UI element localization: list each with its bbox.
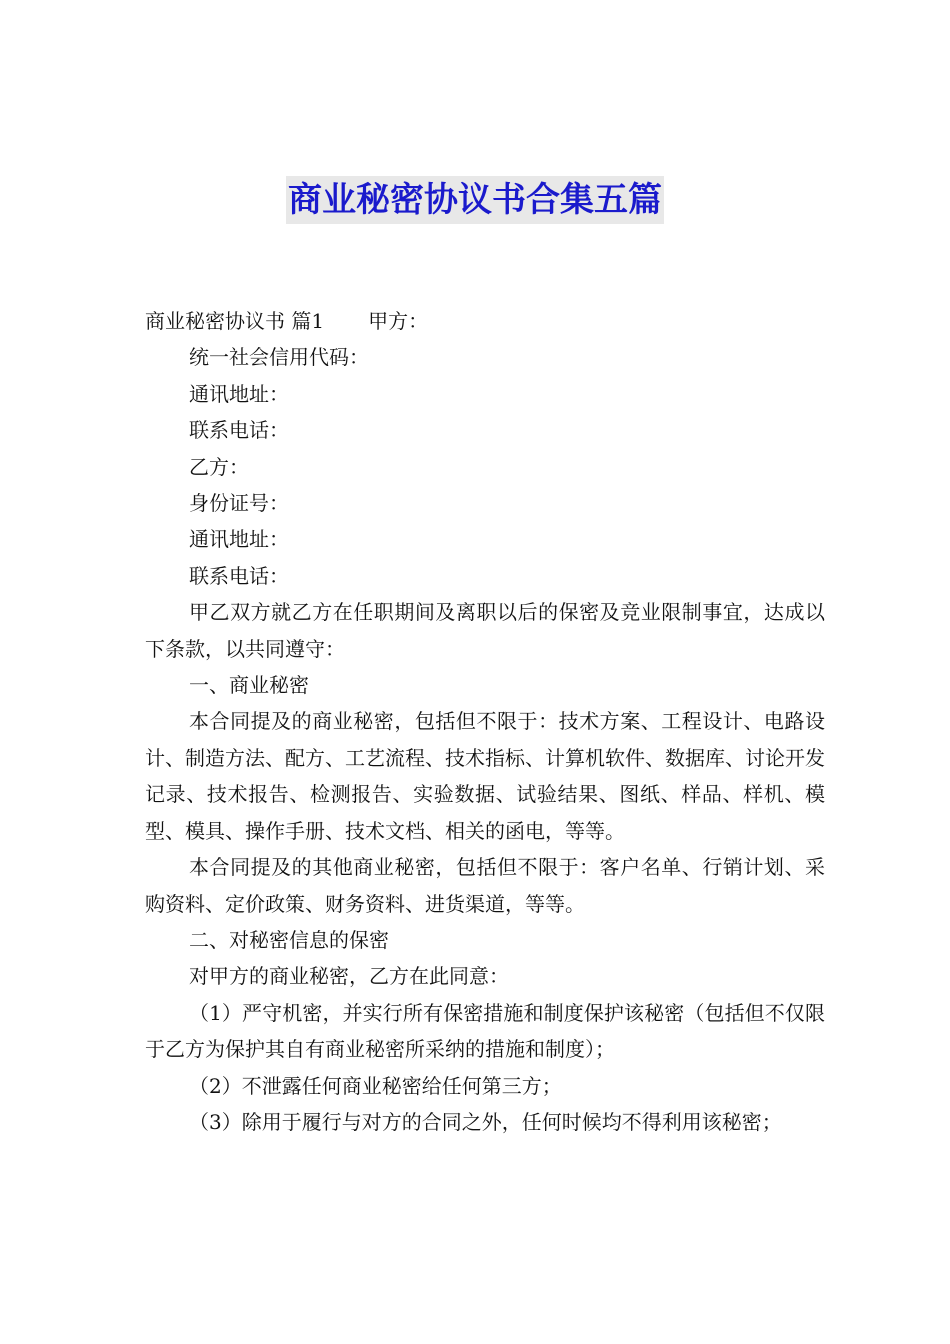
paragraph: 联系电话：	[189, 418, 289, 443]
document-body	[145, 303, 825, 1140]
paragraph: 对甲方的商业秘密，乙方在此同意：	[189, 964, 509, 989]
first-line	[145, 303, 825, 339]
section-heading: 商业秘密协议书 篇1	[145, 309, 325, 333]
list-item: （3）除用于履行与对方的合同之外，任何时候均不得利用该秘密；	[189, 1109, 782, 1134]
list-item: （2）不泄露任何商业秘密给任何第三方；	[189, 1073, 562, 1098]
paragraph: 联系电话：	[189, 563, 289, 588]
party-a-label: 甲方：	[368, 309, 429, 333]
paragraph: 本合同提及的商业秘密，包括但不限于：技术方案、工程设计、电路设计、制造方法、配方、工艺流程、技术指标、计算机软件、数据库、讨论开发记录、技术报告、检测报告、实验数据、试验结果、图纸、样品、样机、模型、模具、操作手册、技术文档、相关的函电，等等。	[145, 709, 825, 843]
paragraph: 乙方：	[189, 454, 249, 479]
document-title: 商业秘密协议书合集五篇	[286, 176, 664, 224]
paragraph: 身份证号：	[189, 491, 289, 516]
paragraph: 本合同提及的其他商业秘密，包括但不限于：客户名单、行销计划、采购资料、定价政策、财务资料、进货渠道，等等。	[145, 855, 825, 916]
list-item: （1）严守机密，并实行所有保密措施和制度保护该秘密（包括但不仅限于乙方为保护其自有商业秘密所采纳的措施和制度）；	[145, 1000, 825, 1062]
title-wrap	[0, 176, 950, 224]
paragraph: 统一社会信用代码：	[189, 345, 369, 370]
paragraph: 通讯地址：	[189, 527, 289, 552]
paragraph: 甲乙双方就乙方在任职期间及离职以后的保密及竞业限制事宜，达成以下条款，以共同遵守：	[145, 600, 825, 661]
paragraph: 通讯地址：	[189, 381, 289, 406]
section-heading: 一、商业秘密	[189, 673, 309, 698]
section-heading: 二、对秘密信息的保密	[189, 927, 389, 952]
